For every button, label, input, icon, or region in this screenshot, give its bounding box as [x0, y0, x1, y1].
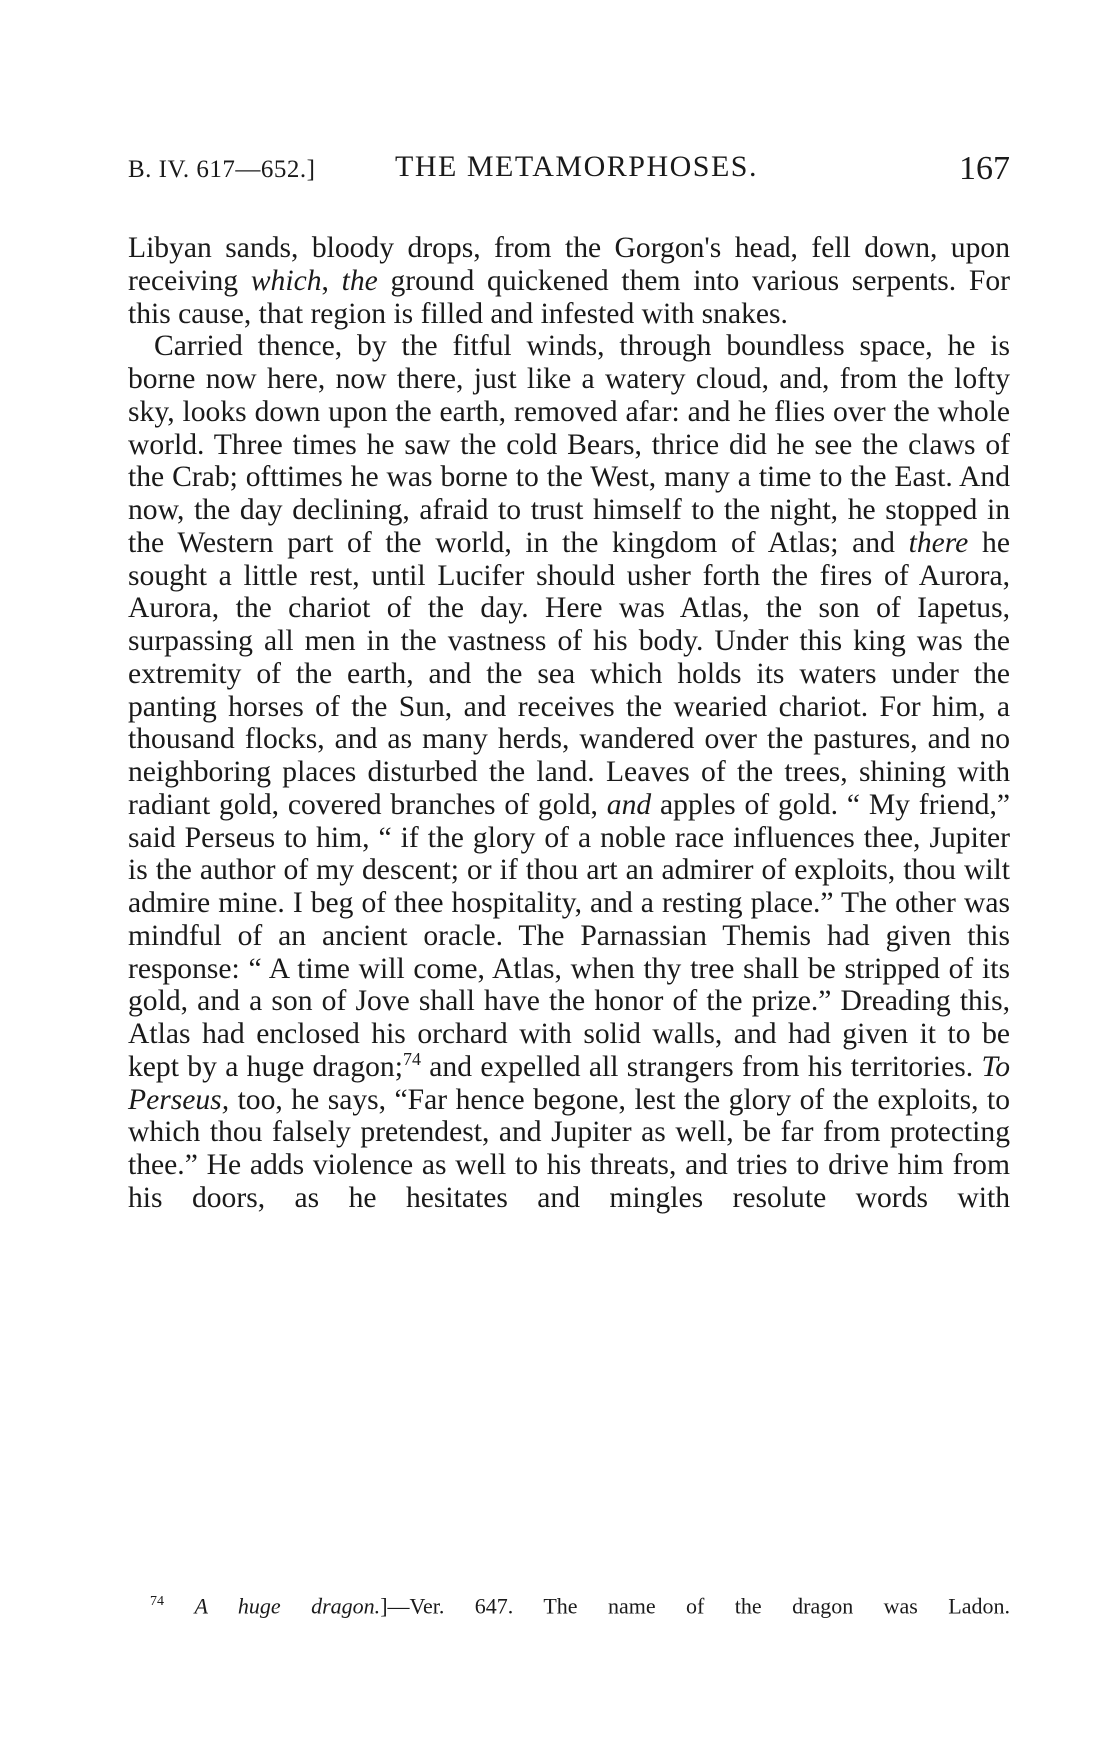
paragraph-1 [128, 232, 1010, 330]
book-reference: B. IV. 617—652.] [128, 156, 316, 183]
footnote-text: ]—Ver. 647. The name of the dragon was Ladon. [380, 1593, 1010, 1619]
running-head [128, 150, 1010, 194]
text-run: he sought a little rest, until Lucifer should usher forth the fires of Aurora, Aurora, the chariot of the day. Here was Atlas, the son of Iapetus, surpassing all men in the vastness of his body. Under this king was the extremity of the earth, and the sea which holds its waters under the panting horses of the Sun, and receives the wearied chariot. For him, a thousand flocks, and as many herds, wandered over the pastures, and no neighboring places disturbed the land. Leaves of the trees, shining with radiant gold, covered branches of gold, [128, 526, 1010, 821]
footnote-number: 74 [150, 1594, 164, 1609]
paragraph-2 [128, 330, 1010, 1214]
italic-text: the [341, 264, 378, 297]
footnote [150, 1588, 1010, 1620]
text-run: ground quickened them into various serpents. For this cause, that region is filled and infested with snakes. [128, 264, 1010, 330]
italic-text: there [908, 526, 969, 559]
footnote-reference: 74 [402, 1048, 421, 1069]
page-number: 167 [959, 150, 1010, 187]
main-text [128, 232, 1010, 1215]
text-run: too, he says, “Far hence begone, lest the glory of the exploits, to which thou falsely pretendest, and Jupiter as well, be far from protecting thee.” He adds violence as well to his threats, and tries to drive him from his doors, as he hesitates and mingles resolute words with [128, 1083, 1010, 1214]
text-run: , [321, 264, 342, 297]
italic-text: To Perseus, [128, 1050, 1011, 1116]
text-run: apples of gold. “ My friend,” said Perseus to him, “ if the glory of a noble race influences thee, Jupiter is the author of my descent; or if thou art an admirer of exploits, thou wilt admire mine. I beg of thee hospitality, and a resting place.” The other was mindful of an ancient oracle. The Parnassian Themis had given this response: “ A time will come, Atlas, when thy tree shall be stripped of its gold, and a son of Jove shall have the honor of the prize.” Dreading this, Atlas had enclosed his orchard with solid walls, and had given it to be kept by a huge dragon; [128, 788, 1010, 1083]
italic-text: which [250, 264, 322, 297]
text-run: Libyan sands, bloody drops, from the Gorgon's head, fell down, upon receiving [128, 232, 1010, 297]
running-title: THE METAMORPHOSES. [395, 150, 758, 183]
italic-text: and [606, 788, 652, 821]
text-run: Carried thence, by the fitful winds, through boundless space, he is borne now here, now there, just like a watery cloud, and, from the lofty sky, looks down upon the earth, removed afar: and he flies over the whole world. Three times he saw the cold Bears, thrice did he see the claws of the Crab; ofttimes he was borne to the West, many a time to the East. And now, the day declining, afraid to trust himself to the night, he stopped in the Western part of the world, in the kingdom of Atlas; and [128, 330, 1010, 559]
text-run: and expelled all strangers from his territories. [420, 1050, 982, 1083]
footnote-lemma: A huge dragon. [194, 1593, 381, 1619]
